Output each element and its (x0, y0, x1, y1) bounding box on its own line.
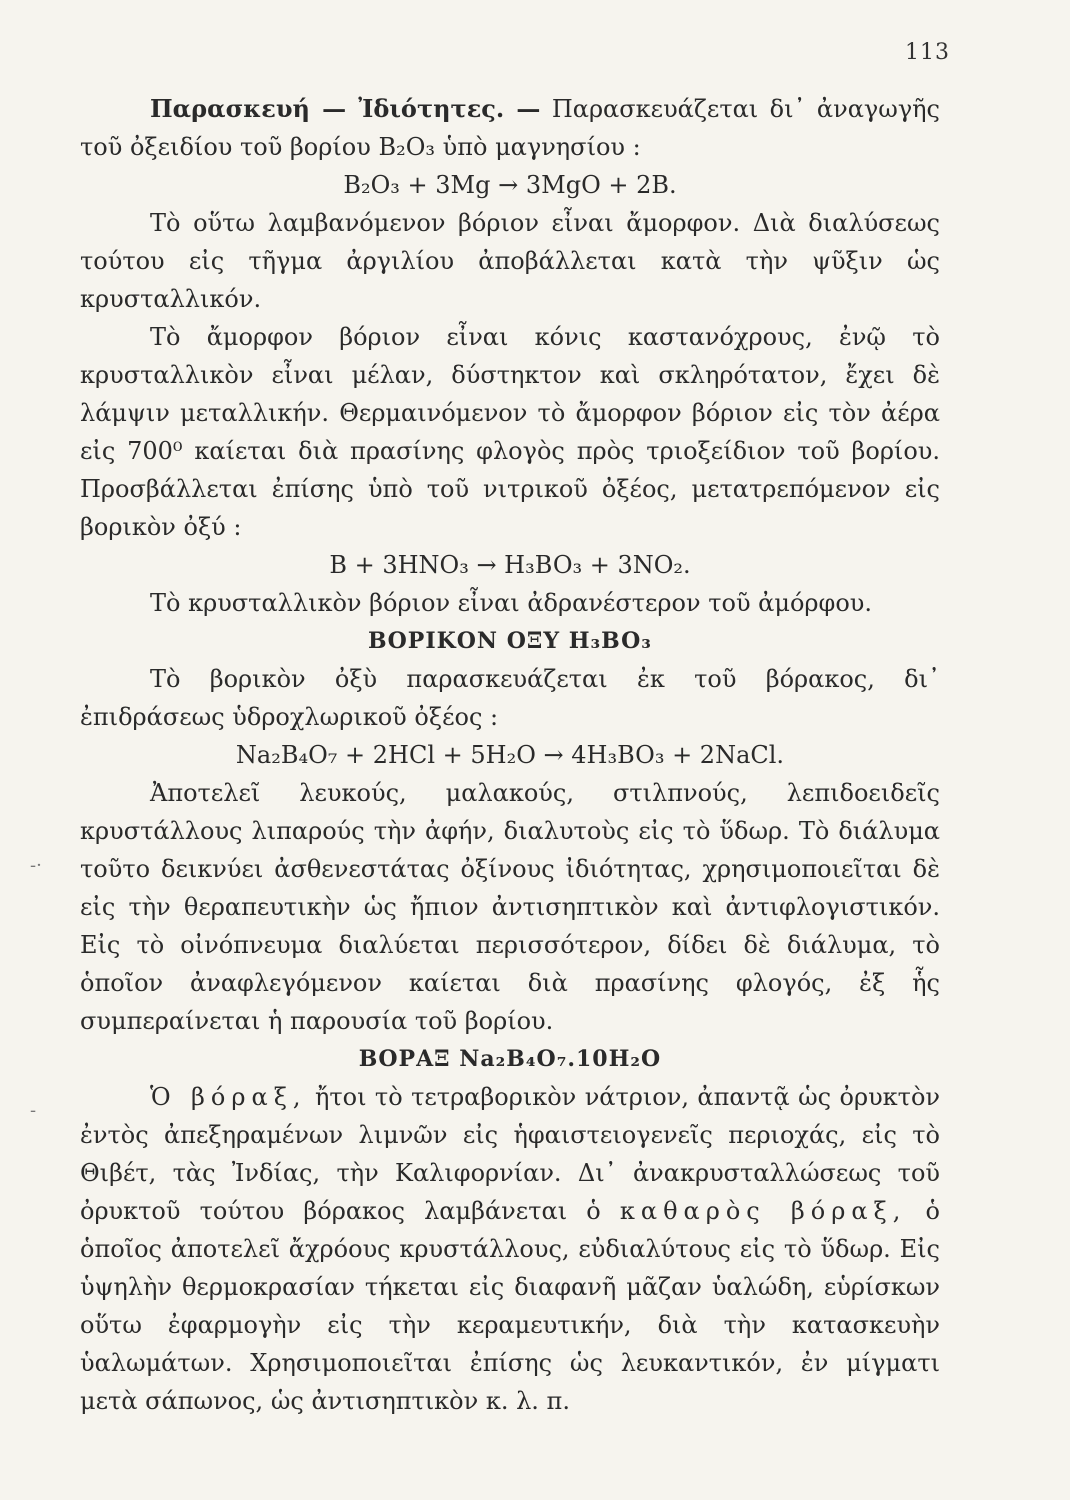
equation: Na₂B₄O₇ + 2HCl + 5H₂O → 4H₃BO₃ + 2NaCl. (235, 741, 785, 769)
page-content (80, 90, 940, 1420)
paragraph-text: ἤτοι τὸ τετραβορικὸν νάτριον, ἀπαντᾷ ὡς ὀρυκτὸν ἐντὸς ἀπεξηραμένων λιμνῶν εἰς ἡφαιστειογενεῖς περιοχάς, εἰς τὸ Θιβέτ, τὰς Ἰνδίας, τὴν Καλιφορνίαν. Δι᾽ ἀνακρυσταλλώσεως τοῦ ὀρυκτοῦ τούτου βόρακος λαμβάνεται ὁ (80, 1083, 940, 1225)
paragraph: Τὸ οὕτω λαμβανόμενον βόριον εἶναι ἄμορφον. Διὰ διαλύσεως τούτου εἰς τῆγμα ἀργιλίου ἀποβάλλεται κατὰ τὴν ψῦξιν ὡς κρυσταλλικόν. (80, 209, 940, 313)
paragraph: Τὸ ἄμορφον βόριον εἶναι κόνις καστανόχρους, ἐνῷ τὸ κρυσταλλικὸν εἶναι μέλαν, δύστηκτον καὶ σκληρότατον, ἔχει δὲ λάμψιν μεταλλικήν. Θερμαινόμενον τὸ ἄμορφον βόριον εἰς τὸν ἀέρα εἰς 700⁰ καίεται διὰ πρασίνης φλογὸς πρὸς τριοξείδιον τοῦ βορίου. Προσβάλλεται ἐπίσης ὑπὸ τοῦ νιτρικοῦ ὀξέος, μετατρεπόμενον εἰς βορικὸν ὀξύ : (80, 323, 940, 541)
paragraph: Τὸ βορικὸν ὀξὺ παρασκευάζεται ἐκ τοῦ βόρακος, δι᾽ ἐπιδράσεως ὑδροχλωρικοῦ ὀξέος : (80, 665, 940, 731)
margin-mark: - (30, 1100, 37, 1121)
paragraph (80, 1078, 940, 1420)
paragraph: Τὸ κρυσταλλικὸν βόριον εἶναι ἀδρανέστερον τοῦ ἀμόρφου. (150, 589, 872, 617)
spaced-term: Ὁ βόραξ, (150, 1083, 307, 1111)
paragraph: Ἀποτελεῖ λευκούς, μαλακούς, στιλπνούς, λεπιδοειδεῖς κρυστάλλους λιπαρούς τὴν ἀφήν, διαλυτοὺς εἰς τὸ ὕδωρ. Τὸ διάλυμα τοῦτο δεικνύει ἀσθενεστάτας ὀξίνους ἰδιότητας, χρησιμοποιεῖται δὲ εἰς τὴν θεραπευτικὴν ὡς ἤπιον ἀντισηπτικὸν καὶ ἀντιφλογιστικόν. Εἰς τὸ οἰνόπνευμα διαλύεται περισσότερον, δίδει δὲ διάλυμα, τὸ ὁποῖον ἀναφλεγόμενον καίεται διὰ πρασίνης φλογός, ἐξ ἧς συμπεραίνεται ἡ παρουσία τοῦ βορίου. (80, 779, 940, 1035)
section-heading: ΒΟΡΙΚΟΝ ΟΞΥ H₃BO₃ (368, 628, 652, 654)
equation: B + 3HNO₃ → H₃BO₃ + 3NO₂. (329, 551, 691, 579)
paragraph-text: ὁ ὁποῖος ἀποτελεῖ ἄχρόους κρυστάλλους, εὐδιαλύτους εἰς τὸ ὕδωρ. Εἰς ὑψηλὴν θερμοκρασίαν τήκεται εἰς διαφανῆ μᾶζαν ὑαλώδη, εὑρίσκων οὕτω ἐφαρμογὴν εἰς τὴν κεραμευτικήν, διὰ τὴν κατασκευὴν ὑαλωμάτων. Χρησιμοποιεῖται ἐπίσης ὡς λευκαντικόν, ἐν μίγματι μετὰ σάπωνος, ὡς ἀντισηπτικὸν κ. λ. π. (80, 1197, 940, 1415)
paragraph-text: Παρασκευάζεται δι᾽ ἀναγωγῆς τοῦ ὀξειδίου τοῦ βορίου B₂O₃ ὑπὸ μαγνησίου : (80, 95, 940, 161)
paragraph-preparation (80, 90, 940, 166)
page-number: 113 (905, 40, 950, 65)
spaced-term: καθαρὸς βόραξ, (619, 1197, 907, 1225)
lead-heading: Παρασκευή — Ἰδιότητες. — (150, 94, 541, 123)
equation: B₂O₃ + 3Mg → 3MgO + 2B. (343, 171, 677, 199)
section-heading: ΒΟΡΑΞ Na₂B₄O₇.10H₂O (358, 1046, 662, 1072)
margin-mark: -· (30, 855, 42, 876)
